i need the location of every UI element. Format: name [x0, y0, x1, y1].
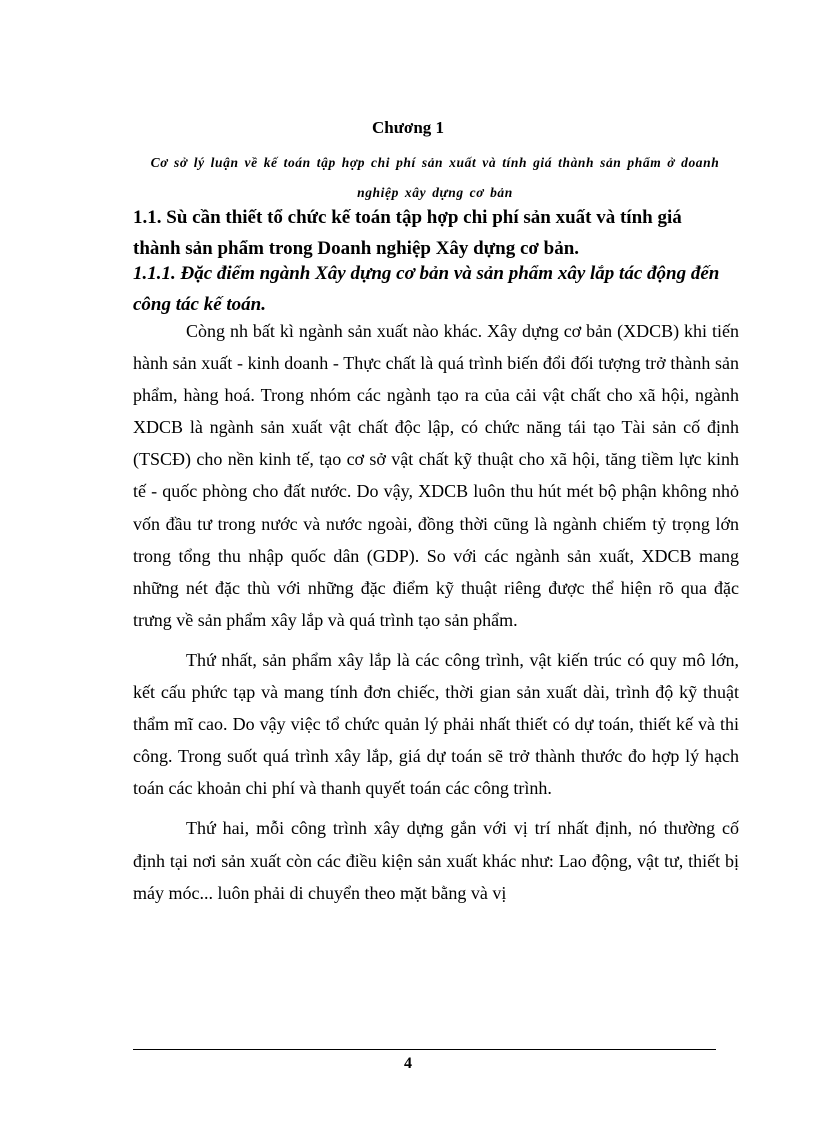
paragraph: Còng nh bất kì ngành sản xuất nào khác. Xây dựng cơ bản (XDCB) khi tiến hành sản xuất - kinh doanh - Thực chất là quá trình biến đổi đối tượng trở thành sản phẩm, hàng hoá. Trong nhóm các ngành tạo ra của cải vật chất cho xã hội, ngành XDCB là ngành sản xuất vật chất độc lập, có chức năng tái tạo Tài sản cố định (TSCĐ) cho nền kinh tế, tạo cơ sở vật chất kỹ thuật cho xã hội, tăng tiềm lực kinh tế - quốc phòng cho đất nước. Do vậy, XDCB luôn thu hút mét bộ phận không nhỏ vốn đầu tư trong nước và nước ngoài, đồng thời cũng là ngành chiếm tỷ trọng lớn trong tổng thu nhập quốc dân (GDP). So với các ngành sản xuất, XDCB mang những nét đặc thù với những đặc điểm kỹ thuật riêng được thể hiện rõ qua đặc trưng về sản phẩm xây lắp và quá trình tạo sản phẩm. — [133, 321, 739, 630]
paragraph: Thứ nhất, sản phẩm xây lắp là các công trình, vật kiến trúc có quy mô lớn, kết cấu phức tạp và mang tính đơn chiếc, thời gian sản xuất dài, trình độ kỹ thuật thẩm mĩ cao. Do vậy việc tổ chức quản lý phải nhất thiết có dự toán, thiết kế và thi công. Trong suốt quá trình xây lắp, giá dự toán sẽ trở thành thước đo hợp lý hạch toán các khoản chi phí và thanh quyết toán các công trình. — [133, 649, 739, 799]
chapter-subtitle: Cơ sở lý luận về kế toán tập hợp chi phí sản xuất và tính giá thành sản phẩm ở doanh nghiệp xây dựng cơ bản — [150, 155, 720, 200]
section-heading: 1.1. Sù cần thiết tổ chức kế toán tập hợp chi phí sản xuất và tính giá thành sản phẩm trong Doanh nghiệp Xây dựng cơ bản. — [133, 207, 682, 259]
body-text — [133, 315, 739, 909]
chapter-title: Chương 1 — [371, 118, 445, 137]
subsection-heading: 1.1.1. Đặc điểm ngành Xây dựng cơ bản và sản phẩm xây lắp tác động đến công tác kế toán. — [133, 263, 720, 315]
footer-divider — [133, 1049, 716, 1050]
page-number: 4 — [404, 1055, 412, 1072]
paragraph: Thứ hai, mỗi công trình xây dựng gắn với vị trí nhất định, nó thường cố định tại nơi sản xuất còn các điều kiện sản xuất khác như: Lao động, vật tư, thiết bị máy móc... luôn phải di chuyển theo mặt bằng và vị — [133, 818, 739, 903]
